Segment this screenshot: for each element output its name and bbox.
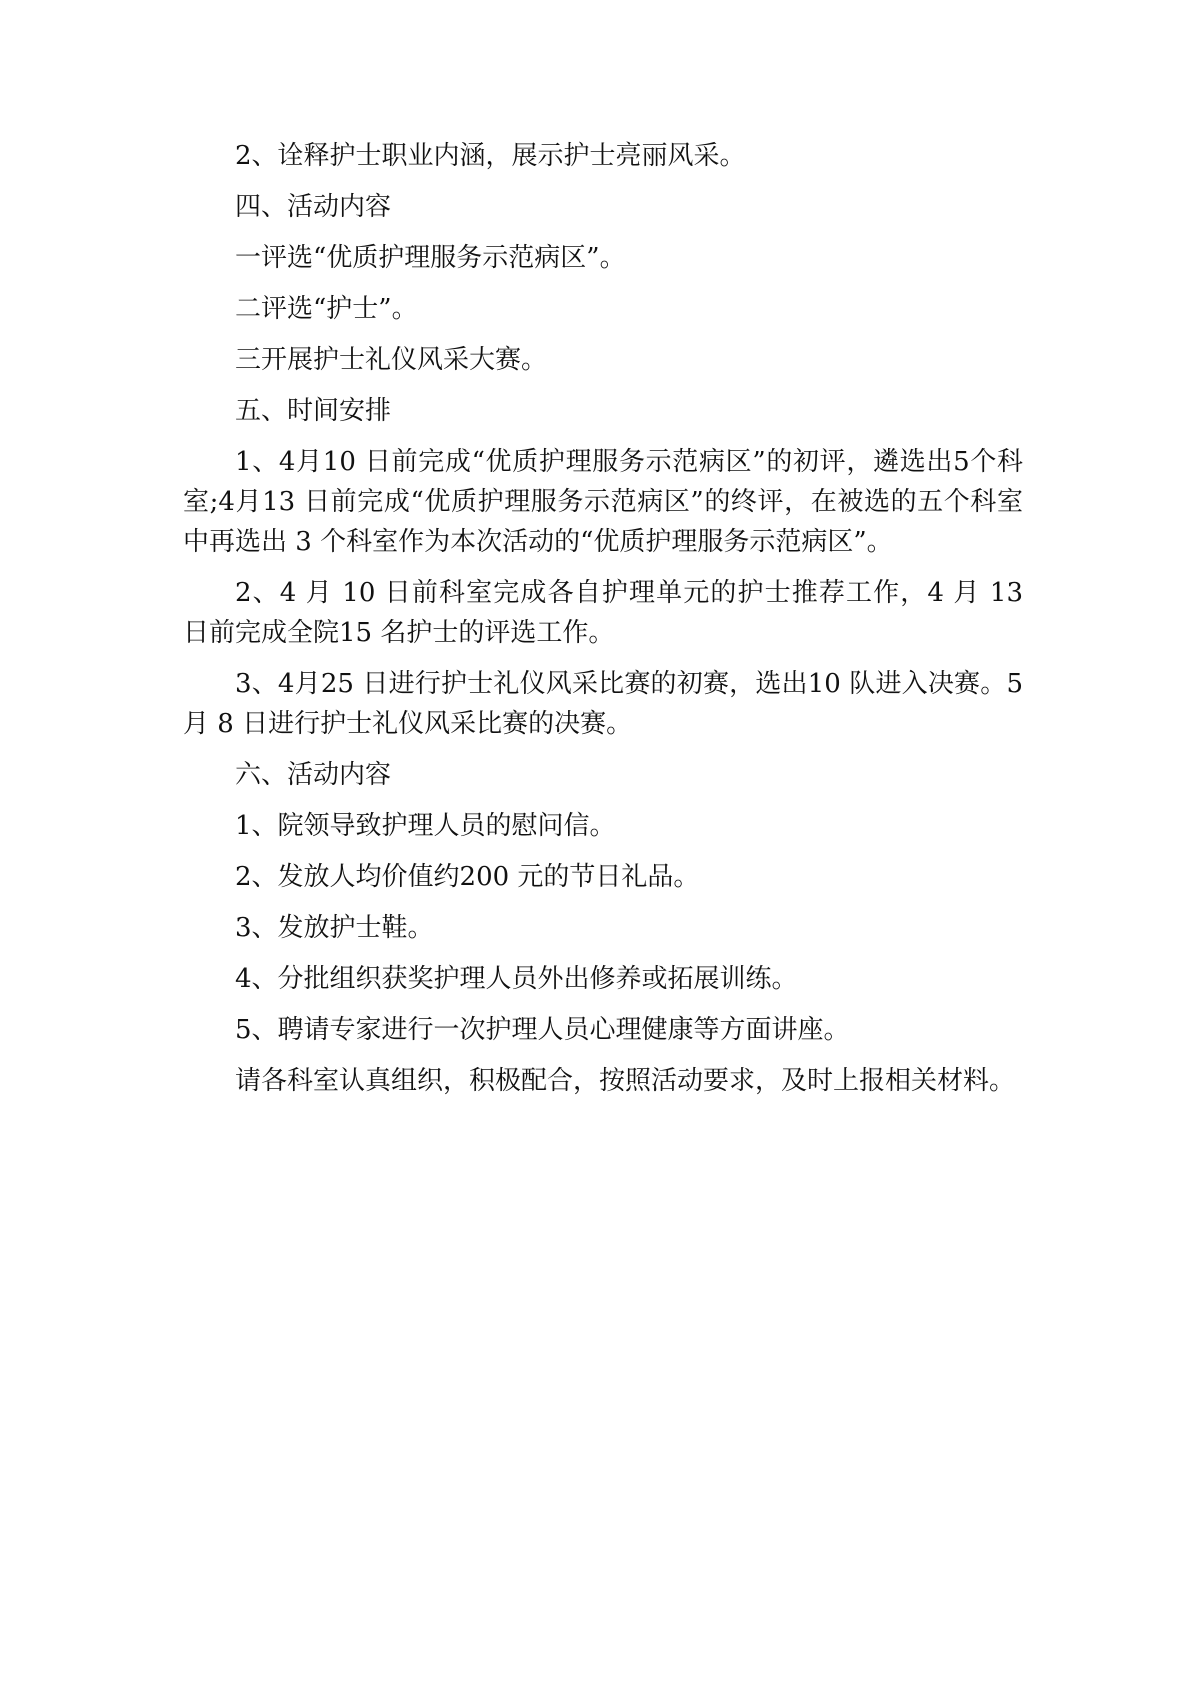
paragraph-closing: 请各科室认真组织，积极配合，按照活动要求，及时上报相关材料。: [235, 1066, 1016, 1096]
paragraph-benefit-4: 4、分批组织获奖护理人员外出修养或拓展训练。: [235, 964, 798, 994]
document-body: [183, 136, 1023, 1112]
paragraph-activity-2: 二评选“护士”。: [235, 294, 418, 324]
paragraph-purpose-2: 2、诠释护士职业内涵，展示护士亮丽风采。: [235, 141, 746, 171]
paragraph-benefit-5: 5、聘请专家进行一次护理人员心理健康等方面讲座。: [235, 1015, 850, 1045]
paragraph-activity-3: 三开展护士礼仪风采大赛。: [235, 345, 548, 375]
paragraph-schedule-1: 1、4月10 日前完成“优质护理服务示范病区”的初评，遴选出5个科室;4月13 日前完成“优质护理服务示范病区”的终评，在被选的五个科室中再选出 3 个科室作为本次活动的“优质护理服务示范病区”。: [183, 447, 1023, 557]
heading-activity-content-2: 六、活动内容: [235, 760, 392, 790]
paragraph-schedule-2: 2、4 月 10 日前科室完成各自护理单元的护士推荐工作，4 月 13 日前完成全院15 名护士的评选工作。: [183, 578, 1023, 648]
paragraph-benefit-3: 3、发放护士鞋。: [235, 913, 434, 943]
paragraph-benefit-2: 2、发放人均价值约200 元的节日礼品。: [235, 862, 700, 892]
paragraph-activity-1: 一评选“优质护理服务示范病区”。: [235, 243, 626, 273]
heading-activity-content: 四、活动内容: [235, 192, 392, 222]
paragraph-schedule-3: 3、4月25 日进行护士礼仪风采比赛的初赛，选出10 队进入决赛。5 月 8 日进行护士礼仪风采比赛的决赛。: [183, 669, 1023, 739]
heading-schedule: 五、时间安排: [235, 396, 392, 426]
paragraph-benefit-1: 1、院领导致护理人员的慰问信。: [235, 811, 616, 841]
